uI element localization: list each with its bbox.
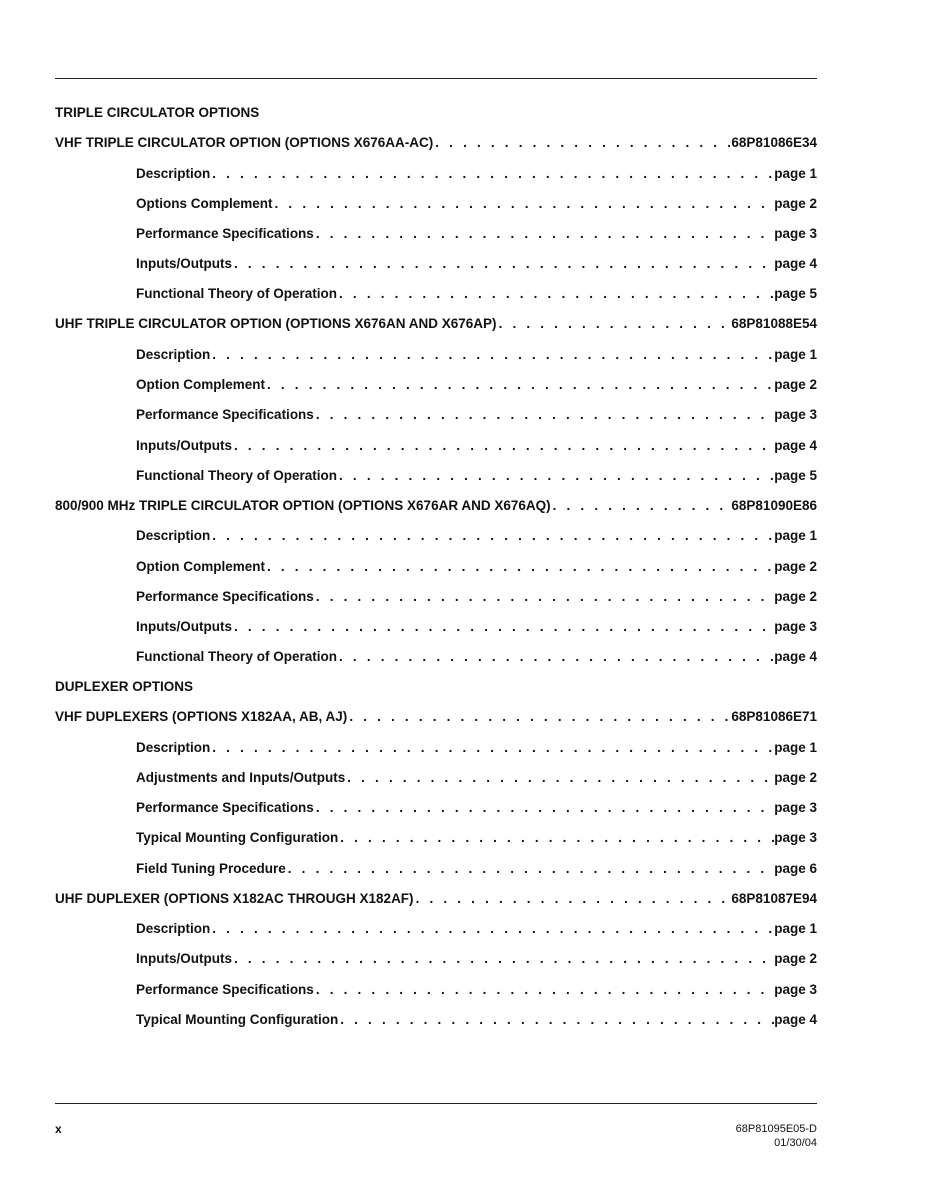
entry-title: Inputs/Outputs bbox=[136, 618, 232, 634]
entry-title: Performance Specifications bbox=[136, 800, 314, 816]
toc-subentry[interactable] bbox=[55, 523, 817, 553]
entry-title: Adjustments and Inputs/Outputs bbox=[136, 770, 346, 785]
entry-reference: 68P81087E94 bbox=[731, 890, 817, 906]
toc-entry[interactable] bbox=[55, 130, 817, 161]
toc-entry[interactable] bbox=[55, 704, 817, 735]
toc-subentry[interactable] bbox=[55, 644, 817, 674]
dot-leader bbox=[338, 1007, 774, 1033]
entry-title: Description bbox=[136, 528, 211, 544]
entry-reference: page 3 bbox=[774, 981, 817, 997]
dot-leader bbox=[210, 735, 774, 761]
entry-reference: page 2 bbox=[774, 558, 817, 574]
entry-reference: page 1 bbox=[774, 165, 817, 181]
entry-title: Performance Specifications bbox=[136, 225, 314, 241]
toc-subentry[interactable] bbox=[55, 161, 817, 191]
dot-leader bbox=[265, 554, 774, 580]
entry-title: Option Complement bbox=[136, 558, 265, 574]
toc-subentry[interactable] bbox=[55, 795, 817, 825]
entry-reference: page 2 bbox=[774, 377, 817, 393]
dot-leader bbox=[210, 342, 774, 368]
dot-leader bbox=[345, 765, 774, 791]
entry-title: Options Complement bbox=[136, 195, 273, 211]
section-heading: DUPLEXER OPTIONS bbox=[55, 679, 194, 695]
dot-leader bbox=[265, 372, 774, 398]
toc-subentry[interactable] bbox=[55, 1007, 817, 1037]
entry-reference: page 1 bbox=[774, 346, 817, 362]
dot-leader bbox=[551, 493, 732, 519]
table-of-contents bbox=[55, 100, 817, 1037]
toc-subentry[interactable] bbox=[55, 765, 817, 795]
dot-leader bbox=[232, 251, 774, 277]
dot-leader bbox=[414, 886, 732, 912]
entry-title: Description bbox=[136, 165, 211, 181]
entry-reference: page 5 bbox=[774, 286, 817, 302]
dot-leader bbox=[337, 281, 774, 307]
entry-title: VHF DUPLEXERS (OPTIONS X182AA, AB, AJ) bbox=[55, 709, 348, 725]
entry-reference: page 4 bbox=[774, 437, 817, 453]
dot-leader bbox=[273, 191, 775, 217]
toc-subentry[interactable] bbox=[55, 735, 817, 765]
dot-leader bbox=[232, 614, 774, 640]
entry-reference: page 2 bbox=[774, 770, 817, 785]
toc-subentry[interactable] bbox=[55, 402, 817, 432]
bottom-rule bbox=[55, 1103, 817, 1104]
dot-leader bbox=[210, 161, 774, 187]
dot-leader bbox=[286, 856, 774, 882]
entry-reference: page 2 bbox=[774, 951, 817, 967]
toc-subentry[interactable] bbox=[55, 977, 817, 1007]
dot-leader bbox=[337, 463, 774, 489]
toc-entry[interactable] bbox=[55, 493, 817, 524]
dot-leader bbox=[314, 221, 774, 247]
entry-title: Field Tuning Procedure bbox=[136, 860, 286, 876]
entry-title: Typical Mounting Configuration bbox=[136, 830, 339, 846]
entry-reference: 68P81086E34 bbox=[731, 135, 817, 150]
entry-reference: page 1 bbox=[774, 921, 817, 937]
section-heading: TRIPLE CIRCULATOR OPTIONS bbox=[55, 105, 260, 120]
toc-entry[interactable] bbox=[55, 886, 817, 917]
entry-reference: page 3 bbox=[774, 407, 817, 423]
dot-leader bbox=[338, 825, 774, 851]
entry-reference: page 4 bbox=[774, 649, 817, 665]
entry-title: Description bbox=[136, 921, 211, 937]
dot-leader bbox=[314, 977, 774, 1003]
entry-title: 800/900 MHz TRIPLE CIRCULATOR OPTION (OPTIONS X676AR AND X676AQ) bbox=[55, 497, 551, 513]
entry-title: Option Complement bbox=[136, 377, 265, 393]
entry-title: VHF TRIPLE CIRCULATOR OPTION (OPTIONS X676AA-AC) bbox=[55, 135, 434, 150]
entry-reference: page 3 bbox=[774, 800, 817, 816]
entry-reference: page 2 bbox=[774, 588, 817, 604]
entry-title: UHF DUPLEXER (OPTIONS X182AC THROUGH X182AF) bbox=[55, 890, 414, 906]
toc-subentry[interactable] bbox=[55, 584, 817, 614]
toc-subentry[interactable] bbox=[55, 342, 817, 372]
dot-leader bbox=[314, 584, 774, 610]
toc-subentry[interactable] bbox=[55, 251, 817, 281]
entry-reference: 68P81088E54 bbox=[731, 316, 817, 332]
entry-reference: page 6 bbox=[774, 860, 817, 876]
entry-reference: page 1 bbox=[774, 739, 817, 755]
entry-title: Performance Specifications bbox=[136, 588, 314, 604]
entry-title: UHF TRIPLE CIRCULATOR OPTION (OPTIONS X676AN AND X676AP) bbox=[55, 316, 497, 332]
entry-title: Description bbox=[136, 346, 211, 362]
entry-title: Typical Mounting Configuration bbox=[136, 1011, 339, 1027]
entry-title: Inputs/Outputs bbox=[136, 437, 232, 453]
dot-leader bbox=[433, 130, 731, 156]
page-number: x bbox=[55, 1122, 62, 1136]
toc-subentry[interactable] bbox=[55, 463, 817, 493]
entry-title: Inputs/Outputs bbox=[136, 951, 232, 967]
doc-date: 01/30/04 bbox=[774, 1137, 817, 1149]
dot-leader bbox=[232, 433, 774, 459]
toc-subentry[interactable] bbox=[55, 221, 817, 251]
dot-leader bbox=[347, 704, 731, 730]
toc-subentry[interactable] bbox=[55, 372, 817, 402]
entry-title: Performance Specifications bbox=[136, 981, 314, 997]
entry-reference: page 4 bbox=[774, 1011, 817, 1027]
entry-reference: page 1 bbox=[774, 528, 817, 544]
dot-leader bbox=[210, 523, 774, 549]
entry-reference: page 2 bbox=[774, 195, 817, 211]
entry-title: Functional Theory of Operation bbox=[136, 649, 338, 665]
entry-reference: page 3 bbox=[774, 225, 817, 241]
toc-subentry[interactable] bbox=[55, 856, 817, 886]
toc-entry[interactable] bbox=[55, 311, 817, 342]
entry-reference: page 5 bbox=[774, 467, 817, 483]
entry-title: Inputs/Outputs bbox=[136, 256, 232, 272]
dot-leader bbox=[314, 402, 774, 428]
top-rule bbox=[55, 78, 817, 79]
dot-leader bbox=[232, 946, 774, 972]
dot-leader bbox=[497, 311, 732, 337]
dot-leader bbox=[314, 795, 774, 821]
entry-reference: page 3 bbox=[774, 618, 817, 634]
dot-leader bbox=[210, 916, 774, 942]
entry-reference: 68P81090E86 bbox=[731, 497, 817, 513]
toc-subentry[interactable] bbox=[55, 554, 817, 584]
toc-subentry[interactable] bbox=[55, 916, 817, 946]
footer-doc-info bbox=[736, 1122, 817, 1150]
entry-reference: page 3 bbox=[774, 830, 817, 846]
entry-title: Performance Specifications bbox=[136, 407, 314, 423]
toc-subentry[interactable] bbox=[55, 946, 817, 976]
doc-number: 68P81095E05-D bbox=[735, 1123, 817, 1135]
toc-subentry[interactable] bbox=[55, 281, 817, 311]
entry-reference: page 4 bbox=[774, 256, 817, 272]
entry-reference: 68P81086E71 bbox=[731, 709, 817, 725]
entry-title: Description bbox=[136, 739, 211, 755]
toc-subentry[interactable] bbox=[55, 433, 817, 463]
entry-title: Functional Theory of Operation bbox=[136, 467, 338, 483]
dot-leader bbox=[337, 644, 774, 670]
toc-subentry[interactable] bbox=[55, 614, 817, 644]
toc-subentry[interactable] bbox=[55, 825, 817, 855]
toc-subentry[interactable] bbox=[55, 191, 817, 221]
entry-title: Functional Theory of Operation bbox=[136, 286, 338, 302]
